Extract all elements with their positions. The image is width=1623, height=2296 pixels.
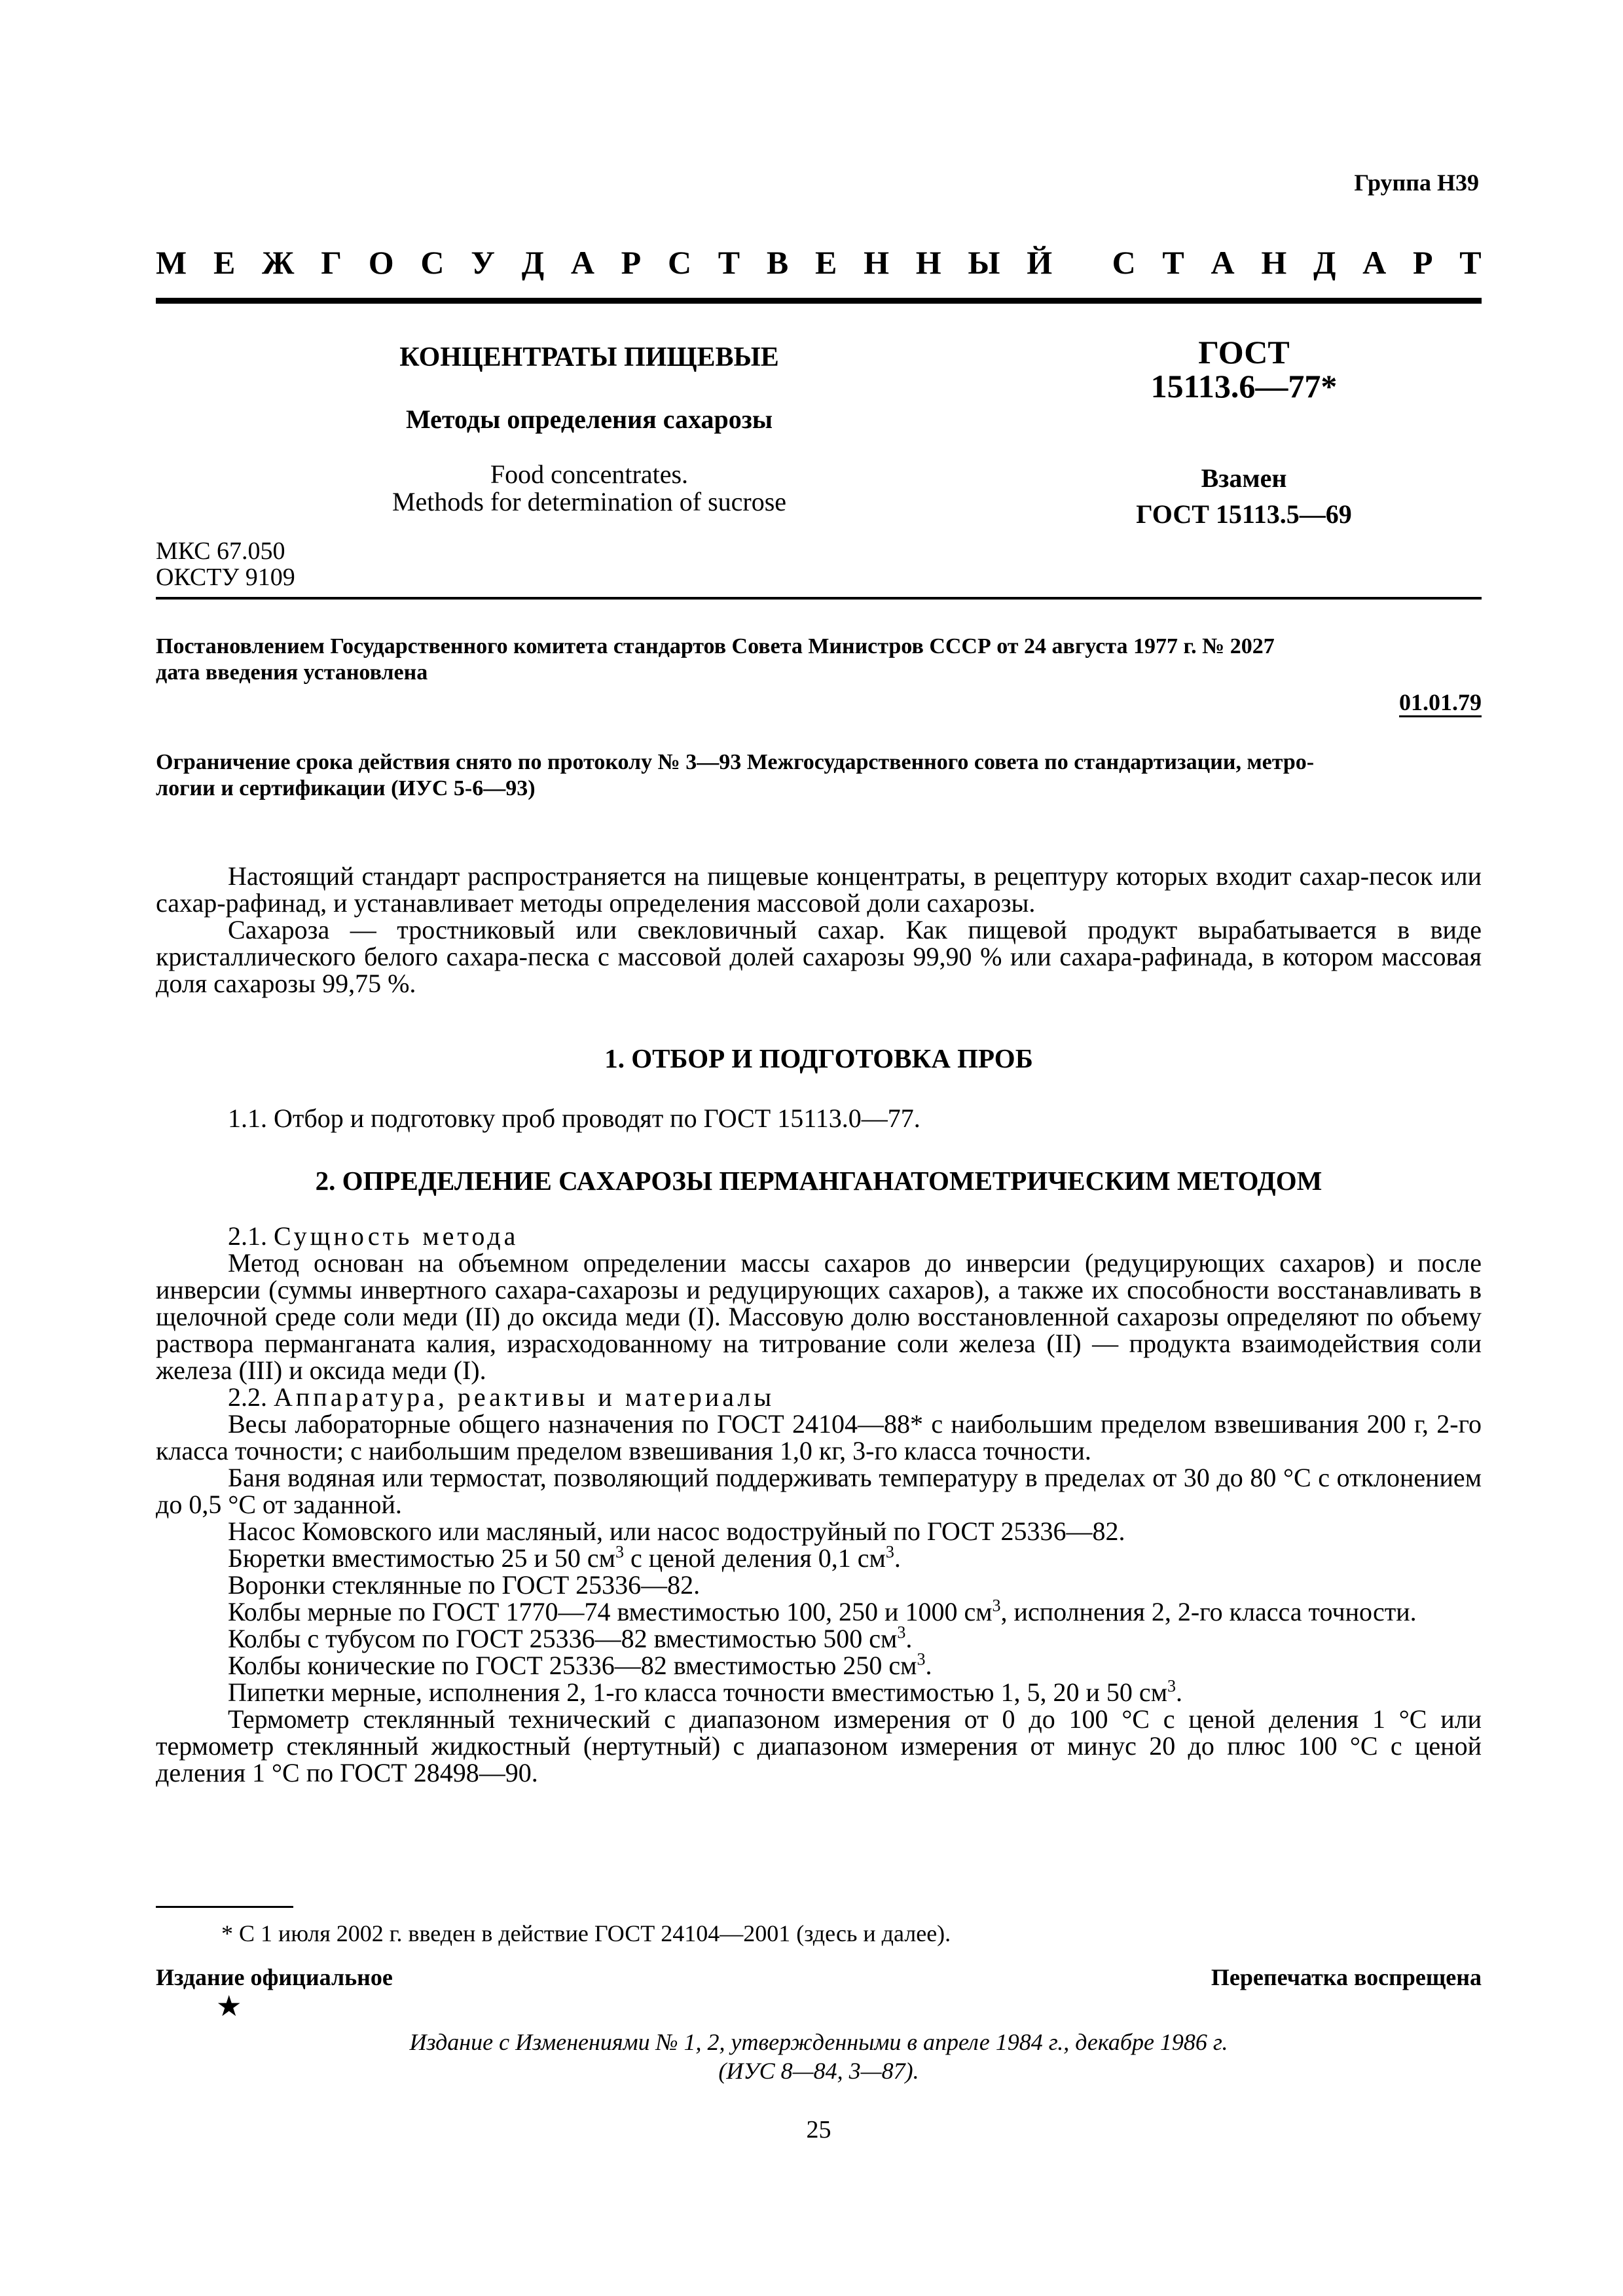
item-thermometer: Термометр стеклянный технический с диапазоном измерения от 0 до 100 °С с ценой деления 1 °С или термометр стеклянный жидкостный (нертутный) с диапазоном измерения от минус 20 до плюс 100 °С с ценой деления 1 °С по ГОСТ 28498—90. [156, 1704, 1482, 1787]
classification-codes [156, 538, 295, 590]
clause-1-1: 1.1. Отбор и подготовку проб проводят по ГОСТ 15113.0—77. [228, 1103, 921, 1133]
banner-word-gap [1079, 243, 1085, 281]
okstu-code: ОКСТУ 9109 [156, 564, 295, 591]
banner-letter: Е [213, 244, 236, 281]
group-code: Группа Н39 [1354, 170, 1479, 196]
intro-section [156, 863, 1482, 997]
banner-letter: Р [621, 244, 642, 281]
flasks-text-a: Колбы мерные по ГОСТ 1770—74 вместимостью 100, 250 и 1000 см [228, 1597, 993, 1626]
clause-2-2-heading [156, 1384, 1482, 1410]
flasks-text-b: , исполнения 2, 2-го класса точности. [1000, 1597, 1417, 1626]
conic-text-a: Колбы конические по ГОСТ 25336—82 вместимостью 250 см [228, 1651, 917, 1680]
section-2-heading: 2. ОПРЕДЕЛЕНИЕ САХАРОЗЫ ПЕРМАНГАНАТОМЕТРИЧЕСКИМ МЕТОДОМ [315, 1166, 1322, 1196]
document-subtitle: Методы определения сахарозы [405, 404, 773, 434]
superscript-3: 3 [885, 1542, 894, 1562]
replaces-block [1034, 460, 1453, 532]
banner-letter: С [667, 244, 692, 281]
section-2-body [156, 1223, 1482, 1786]
tubus-text-a: Колбы с тубусом по ГОСТ 25336—82 вместимостью 500 см [228, 1624, 898, 1653]
superscript-3: 3 [615, 1542, 624, 1562]
banner-letter: А [1211, 244, 1235, 281]
banner-letter: Д [521, 244, 545, 281]
edition-note [156, 2028, 1482, 2085]
gost-label: ГОСТ [1198, 334, 1290, 370]
banner-letter: А [570, 244, 594, 281]
section-1-heading: 1. ОТБОР И ПОДГОТОВКА ПРОБ [604, 1043, 1033, 1073]
document-title: КОНЦЕНТРАТЫ ПИЩЕВЫЕ [399, 342, 779, 372]
banner-letter: Е [814, 244, 837, 281]
banner-letter: С [420, 244, 445, 281]
gost-number: 15113.6—77* [1150, 368, 1338, 404]
superscript-3: 3 [897, 1623, 906, 1642]
burettes-text-c: . [894, 1543, 901, 1573]
gost-designation [1034, 335, 1453, 403]
banner-letter: Н [1261, 244, 1287, 281]
replaces-number: ГОСТ 15113.5—69 [1136, 499, 1352, 529]
clause-2-1-number: 2.1. [228, 1221, 267, 1251]
edition-note-line-1: Издание с Изменениями № 1, 2, утвержденными в апреле 1984 г., декабре 1986 г. [409, 2029, 1228, 2055]
banner-letter: Н [915, 244, 941, 281]
superscript-3: 3 [992, 1596, 1001, 1615]
banner-letter: Р [1412, 244, 1433, 281]
clause-2-2-number: 2.2. [228, 1382, 267, 1412]
item-conical-flasks [156, 1649, 1482, 1680]
banner-letter: В [766, 244, 789, 281]
conic-text-b: . [925, 1651, 932, 1680]
item-funnels: Воронки стеклянные по ГОСТ 25336—82. [228, 1570, 701, 1600]
footnote-rule [156, 1906, 293, 1908]
item-burettes [156, 1542, 1482, 1573]
restriction-note [156, 749, 1482, 802]
banner-letter: А [1362, 244, 1387, 281]
page-number: 25 [806, 2116, 831, 2144]
mks-code: МКС 67.050 [156, 537, 285, 565]
superscript-3: 3 [1167, 1676, 1176, 1696]
banner-letter: Н [864, 244, 889, 281]
tubus-text-b: . [905, 1624, 913, 1653]
introduction-date: 01.01.79 [1399, 689, 1482, 717]
superscript-3: 3 [917, 1649, 926, 1669]
restriction-line-1: Ограничение срока действия снято по протоколу № 3—93 Межгосударственного совета по стандартизации, метро- [156, 750, 1315, 774]
item-pump: Насос Комовского или масляный, или насос водоструйный по ГОСТ 25336—82. [228, 1516, 1125, 1546]
item-scales: Весы лабораторные общего назначения по ГОСТ 24104—88* с наибольшим пределом взвешивания 200 г, 2-го класса точности; с наибольшим пределом взвешивания 1,0 кг, 3-го класса точности. [156, 1409, 1482, 1465]
decree-block [156, 634, 1482, 686]
banner-letter: М [156, 244, 187, 281]
clause-2-1-heading [156, 1223, 1482, 1249]
english-title [347, 461, 831, 516]
banner-letter: У [471, 244, 495, 281]
decree-line-1: Постановлением Государственного комитета стандартов Совета Министров СССР от 24 августа 1977 г. № 2027 [156, 634, 1275, 658]
footnote: * С 1 июля 2002 г. введен в действие ГОСТ 24104—2001 (здесь и далее). [221, 1920, 951, 1946]
decree-line-2: дата введения установлена [156, 660, 428, 685]
banner-letter: Т [1162, 244, 1184, 281]
banner-letter: С [1112, 244, 1136, 281]
banner-letter: Д [1313, 244, 1336, 281]
burettes-text-b: с ценой деления 0,1 см [623, 1543, 886, 1573]
intro-paragraph-2: Сахароза — тростниковый или свекловичный сахар. Как пищевой продукт вырабатывается в виде кристаллического белого сахара-песка с массовой долей сахарозы 99,90 % или сахара-рафинада, в котором массовая доля сахарозы 99,75 %. [156, 915, 1482, 998]
edition-note-line-2: (ИУС 8—84, 3—87). [718, 2058, 919, 2084]
interstate-standard-banner [156, 243, 1482, 281]
restriction-line-2: логии и сертификации (ИУС 5-6—93) [156, 776, 536, 800]
burettes-text-a: Бюретки вместимостью 25 и 50 см [228, 1543, 615, 1573]
title-rule [156, 597, 1482, 600]
banner-letter: Ы [968, 244, 1000, 281]
banner-letter: Г [321, 244, 342, 281]
reprint-prohibited-label: Перепечатка воспрещена [1211, 1964, 1482, 1990]
banner-letter: Т [1459, 244, 1482, 281]
item-bath: Баня водяная или термостат, позволяющий поддерживать температуру в пределах от 30 до 80 °С с отклонением до 0,5 °С от заданной. [156, 1463, 1482, 1519]
clause-2-1-title: Сущность метода [274, 1221, 519, 1251]
banner-letter: Й [1027, 244, 1053, 281]
item-pipettes [156, 1676, 1482, 1707]
english-title-line-1: Food concentrates. [490, 459, 689, 489]
pipettes-text-a: Пипетки мерные, исполнения 2, 1-го класса точности вместимостью 1, 5, 20 и 50 см [228, 1677, 1167, 1707]
item-tubus-flasks [156, 1625, 1482, 1652]
banner-letter: Т [718, 244, 740, 281]
english-title-line-2: Methods for determination of sucrose [392, 487, 787, 516]
clause-2-1-text: Метод основан на объемном определении массы сахаров до инверсии (редуцирующих сахаров) и после инверсии (суммы инвертного сахара-сахарозы и редуцирующих сахаров), а также их способности восстанавливать в щелочной среде соли меди (II) до оксида меди (I). Массовую долю восстановленной сахарозы определяют по объему раствора перманганата калия, израсходованному на титрование соли железа (II) — продукта взаимодействия соли железа (III) и оксида меди (I). [156, 1248, 1482, 1385]
star-icon: ★ [216, 1990, 242, 2022]
replaces-label: Взамен [1201, 463, 1287, 493]
intro-paragraph-1: Настоящий стандарт распространяется на пищевые концентраты, в рецептуру которых входит сахар-песок или сахар-рафинад, и устанавливает методы определения массовой доли сахарозы. [156, 861, 1482, 918]
header-rule [156, 298, 1482, 304]
pipettes-text-b: . [1176, 1677, 1182, 1707]
banner-letter: О [368, 244, 394, 281]
clause-2-2-title: Аппаратура, реактивы и материалы [274, 1382, 775, 1412]
banner-letter: Ж [262, 244, 295, 281]
item-volumetric-flasks [156, 1598, 1482, 1625]
official-edition-label: Издание официальное [156, 1964, 393, 1990]
